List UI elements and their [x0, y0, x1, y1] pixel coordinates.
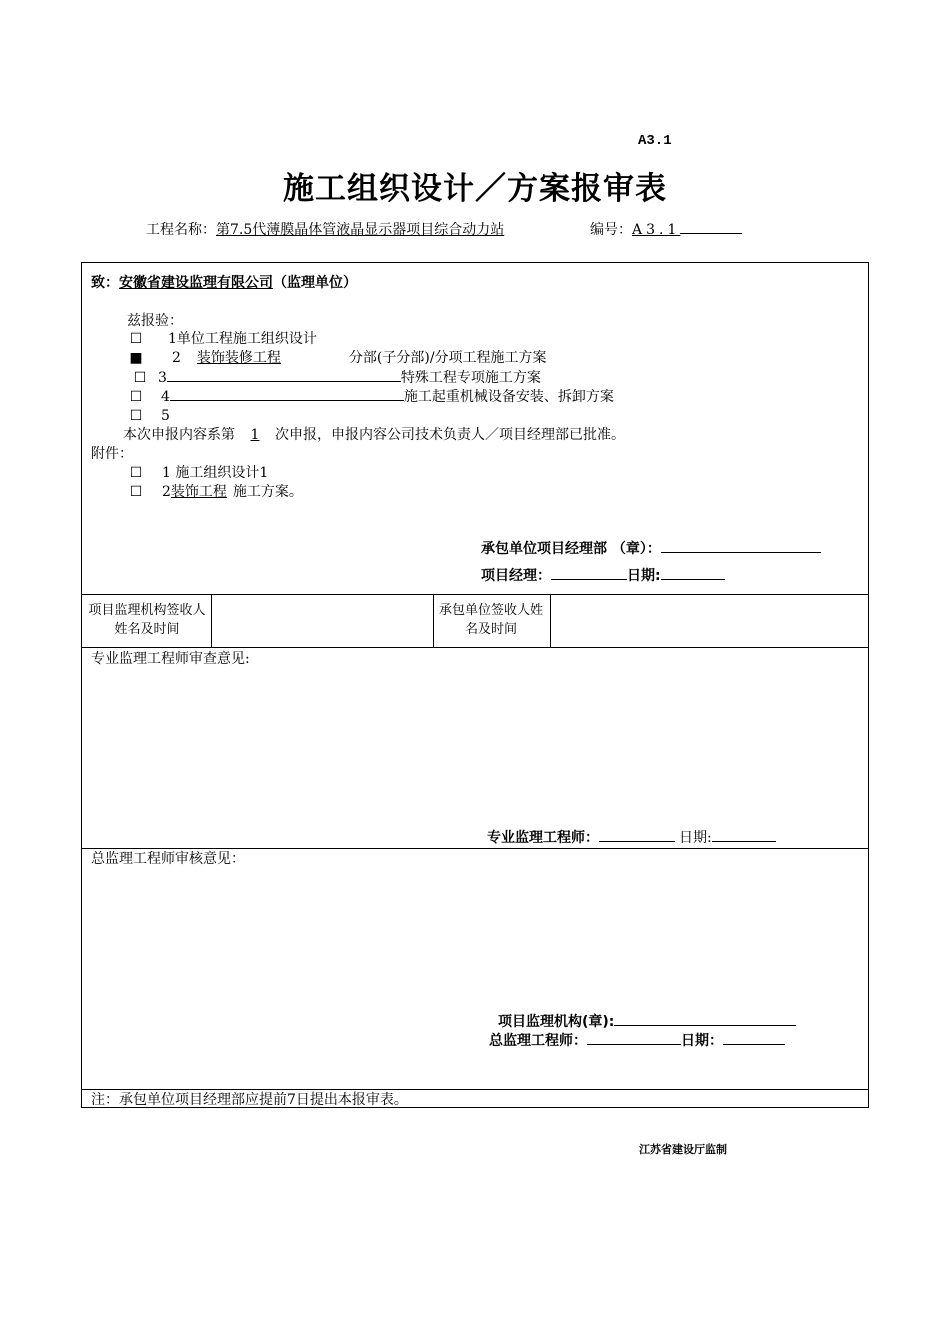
contractor-dept-label: 承包单位项目经理部 （章）： [481, 541, 661, 557]
receiver-contractor-label: 承包单位签收人姓名及时间 [438, 603, 543, 637]
receiver-supervisor-label: 项目监理机构签收人姓名及时间 [88, 603, 206, 637]
item-3-blank[interactable] [167, 369, 401, 382]
project-manager-label: 项目经理： [481, 568, 551, 584]
item-1-checkbox[interactable]: ☐ [129, 331, 143, 347]
attachment-2-number: 2 [162, 484, 171, 500]
attachment-1-text: 1 施工组织设计1 [162, 465, 269, 481]
project-manager-row [481, 567, 725, 585]
engineer-sign-blank[interactable] [599, 829, 675, 842]
attachment-2-fill[interactable]: 装饰工程 [170, 484, 227, 500]
engineer-sign-row [487, 829, 776, 847]
engineer-review-label: 专业监理工程师审查意见: [91, 651, 250, 667]
supervision-org-label: 项目监理机构(章): [498, 1014, 615, 1030]
item-2-checkbox[interactable]: ■ [129, 350, 143, 366]
submission-suffix: 次申报，申报内容公司技术负责人／项目经理部已批准。 [275, 427, 625, 443]
number-value: A3.1 [632, 222, 681, 238]
project-manager-date-label: 日期: [627, 568, 661, 584]
project-name-label: 工程名称： [146, 222, 216, 238]
number-row [590, 219, 742, 239]
page-title: 施工组织设计／方案报审表 [283, 171, 667, 207]
submission-count[interactable]: 1 [250, 427, 260, 443]
item-2-number: 2 [172, 350, 181, 366]
item-4-number: 4 [161, 389, 170, 405]
chief-review-label: 总监理工程师审核意见： [91, 851, 245, 867]
contractor-dept-row [481, 540, 821, 558]
project-name-value: 第7.5代薄膜晶体管液晶显示器项目综合动力站 [216, 222, 505, 238]
item-1 [128, 330, 317, 348]
item-4-blank[interactable] [170, 388, 404, 401]
submission-prefix: 本次申报内容系第 [123, 427, 235, 443]
chief-date-label: 日期： [681, 1033, 723, 1049]
recipient-line [91, 274, 357, 292]
contractor-dept-blank[interactable] [661, 540, 821, 553]
number-blank[interactable] [680, 221, 742, 234]
attachment-1-checkbox[interactable]: ☐ [129, 465, 143, 481]
item-2 [128, 349, 547, 367]
attachment-1 [128, 464, 268, 482]
item-3-text: 特殊工程专项施工方案 [400, 370, 541, 386]
item-2-fill[interactable]: 装饰装修工程 [196, 350, 281, 366]
chief-date-blank[interactable] [723, 1032, 785, 1045]
engineer-sign-label: 专业监理工程师： [487, 830, 599, 846]
attachment-2-text: 施工方案。 [232, 484, 303, 500]
item-2-text: 分部(子分部)/分项工程施工方案 [348, 350, 547, 366]
chief-engineer-row [489, 1032, 785, 1050]
item-3 [132, 369, 541, 387]
submit-intro: 兹报验： [127, 313, 183, 329]
divider [82, 1089, 868, 1090]
receiver-supervisor-field[interactable] [212, 594, 433, 647]
item-5-number: 5 [161, 408, 170, 424]
receiver-contractor-field[interactable] [551, 594, 869, 647]
attachment-2-checkbox[interactable]: ☐ [129, 484, 143, 500]
attachment-2 [128, 483, 303, 501]
divider [82, 848, 868, 849]
item-4 [128, 388, 614, 406]
item-5-checkbox[interactable]: ☐ [129, 408, 143, 424]
to-label: 致： [91, 275, 119, 291]
project-manager-date-blank[interactable] [661, 567, 725, 580]
divider [82, 647, 868, 648]
supervision-org-blank[interactable] [614, 1013, 796, 1026]
project-name-row [146, 219, 504, 239]
supervision-org-row [498, 1013, 796, 1031]
submission-statement [123, 426, 625, 444]
attachments-label: 附件： [91, 446, 133, 462]
supervisor-company: 安徽省建设监理有限公司 [119, 275, 273, 291]
chief-engineer-blank[interactable] [587, 1032, 681, 1045]
footer-issuer: 江苏省建设厅监制 [639, 1143, 727, 1156]
form-note: 注：承包单位项目经理部应提前7日提出本报审表。 [91, 1092, 408, 1108]
item-1-text: 1单位工程施工组织设计 [168, 331, 317, 347]
form-code: A3.1 [638, 133, 672, 149]
item-3-number: 3 [158, 370, 167, 386]
supervisor-unit-note: （监理单位） [273, 275, 357, 291]
item-5 [128, 407, 170, 425]
approval-form [81, 262, 869, 1108]
number-label: 编号： [590, 222, 632, 238]
item-4-checkbox[interactable]: ☐ [129, 389, 143, 405]
item-4-text: 施工起重机械设备安装、拆卸方案 [403, 389, 614, 405]
item-3-checkbox[interactable]: ☐ [133, 370, 147, 386]
chief-engineer-label: 总监理工程师： [489, 1033, 587, 1049]
divider [433, 594, 434, 647]
engineer-date-label: 日期: [679, 830, 712, 846]
project-manager-blank[interactable] [551, 567, 627, 580]
engineer-date-blank[interactable] [712, 829, 776, 842]
